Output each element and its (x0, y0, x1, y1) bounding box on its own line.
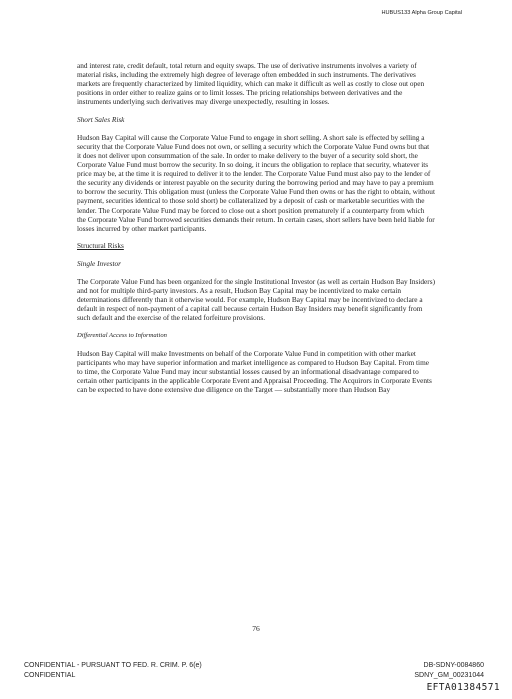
footer-right (414, 661, 484, 680)
paragraph-single-investor: The Corporate Value Fund has been organized for the single Institutional Investor (as well as certain Hudson Bay Insiders) and not for multiple third-party investors. As a result, Hudson Bay Capital may be incentivized to make certain determinations differently than it otherwise would. For example, Hudson Bay Capital may be incentivized to declare a default in respect of non-payment of a capital call because certain Hudson Bay Insiders may benefit significantly from such default and the exercise of the related forfeiture provisions. (77, 276, 435, 323)
confidential-label: CONFIDENTIAL (24, 671, 76, 679)
bates-sdny-gm: SDNY_GM_00231044 (414, 671, 484, 679)
document-header: HUBUS133 Alpha Group Capital (381, 10, 462, 16)
bates-efta: EFTA01384571 (426, 682, 500, 693)
confidentiality-notice: CONFIDENTIAL - PURSUANT TO FED. R. CRIM. P. 6(e) (24, 662, 202, 669)
paragraph-differential-access: Hudson Bay Capital will make Investments on behalf of the Corporate Value Fund in competition with other market participants who may have superior information and market intelligence as compared to Hudson Bay Capital. From time to time, the Corporate Value Fund may incur substantial losses caused by an informational disadvantage compared to certain other participants in the applicable Corporate Event and Appraisal Proceeding. The Acquirors in Corporate Events can be expected to have done extensive due diligence on the Target — substantially more than Hudson Bay (77, 348, 432, 394)
heading-structural-risks: Structural Risks (77, 241, 124, 251)
bates-db-sdny: DB-SDNY-0084860 (423, 662, 484, 669)
page-number: 76 (252, 624, 260, 633)
heading-short-sales-risk: Short Sales Risk (77, 115, 125, 125)
paragraph-short-sales: Hudson Bay Capital will cause the Corporate Value Fund to engage in short selling. A short sale is effected by selling a security that the Corporate Value Fund does not own, or selling a security which the Corporate Value Fund owns but that it does not deliver upon consummation of the sale. In order to make delivery to the buyer of a security sold short, the Corporate Value Fund must borrow the security. In so doing, it incurs the obligation to replace that security, whatever its price may be, at the time it is required to deliver it to the lender. The Corporate Value Fund must also pay to the lender of the security any dividends or interest payable on the security during the borrowing period and may have to pay a premium to borrow the security. This obligation must (unless the Corporate Value Fund then owns or has the right to obtain, without payment, securities identical to those sold short) be collateralized by a deposit of cash or marketable securities with the lender. The Corporate Value Fund may be forced to close out a short position prematurely if a counterparty from which the Corporate Value Fund borrowed securities demands their return. In certain cases, short sellers have been held liable for losses incurred by other market participants. (77, 132, 435, 233)
heading-differential-access: Differential Access to Information (77, 331, 167, 339)
heading-single-investor: Single Investor (77, 259, 121, 269)
document-body (77, 61, 435, 403)
footer-left (24, 661, 202, 680)
paragraph-derivatives: and interest rate, credit default, total return and equity swaps. The use of derivative instruments involves a variety of material risks, including the extremely high degree of leverage often embedded in such instruments. The derivatives markets are frequently characterized by limited liquidity, which can make it difficult as well as costly to close out open positions in order either to realize gains or to limit losses. The pricing relationships between derivatives and the instruments underlying such derivatives may diverge unexpectedly, resulting in losses. (77, 61, 425, 107)
